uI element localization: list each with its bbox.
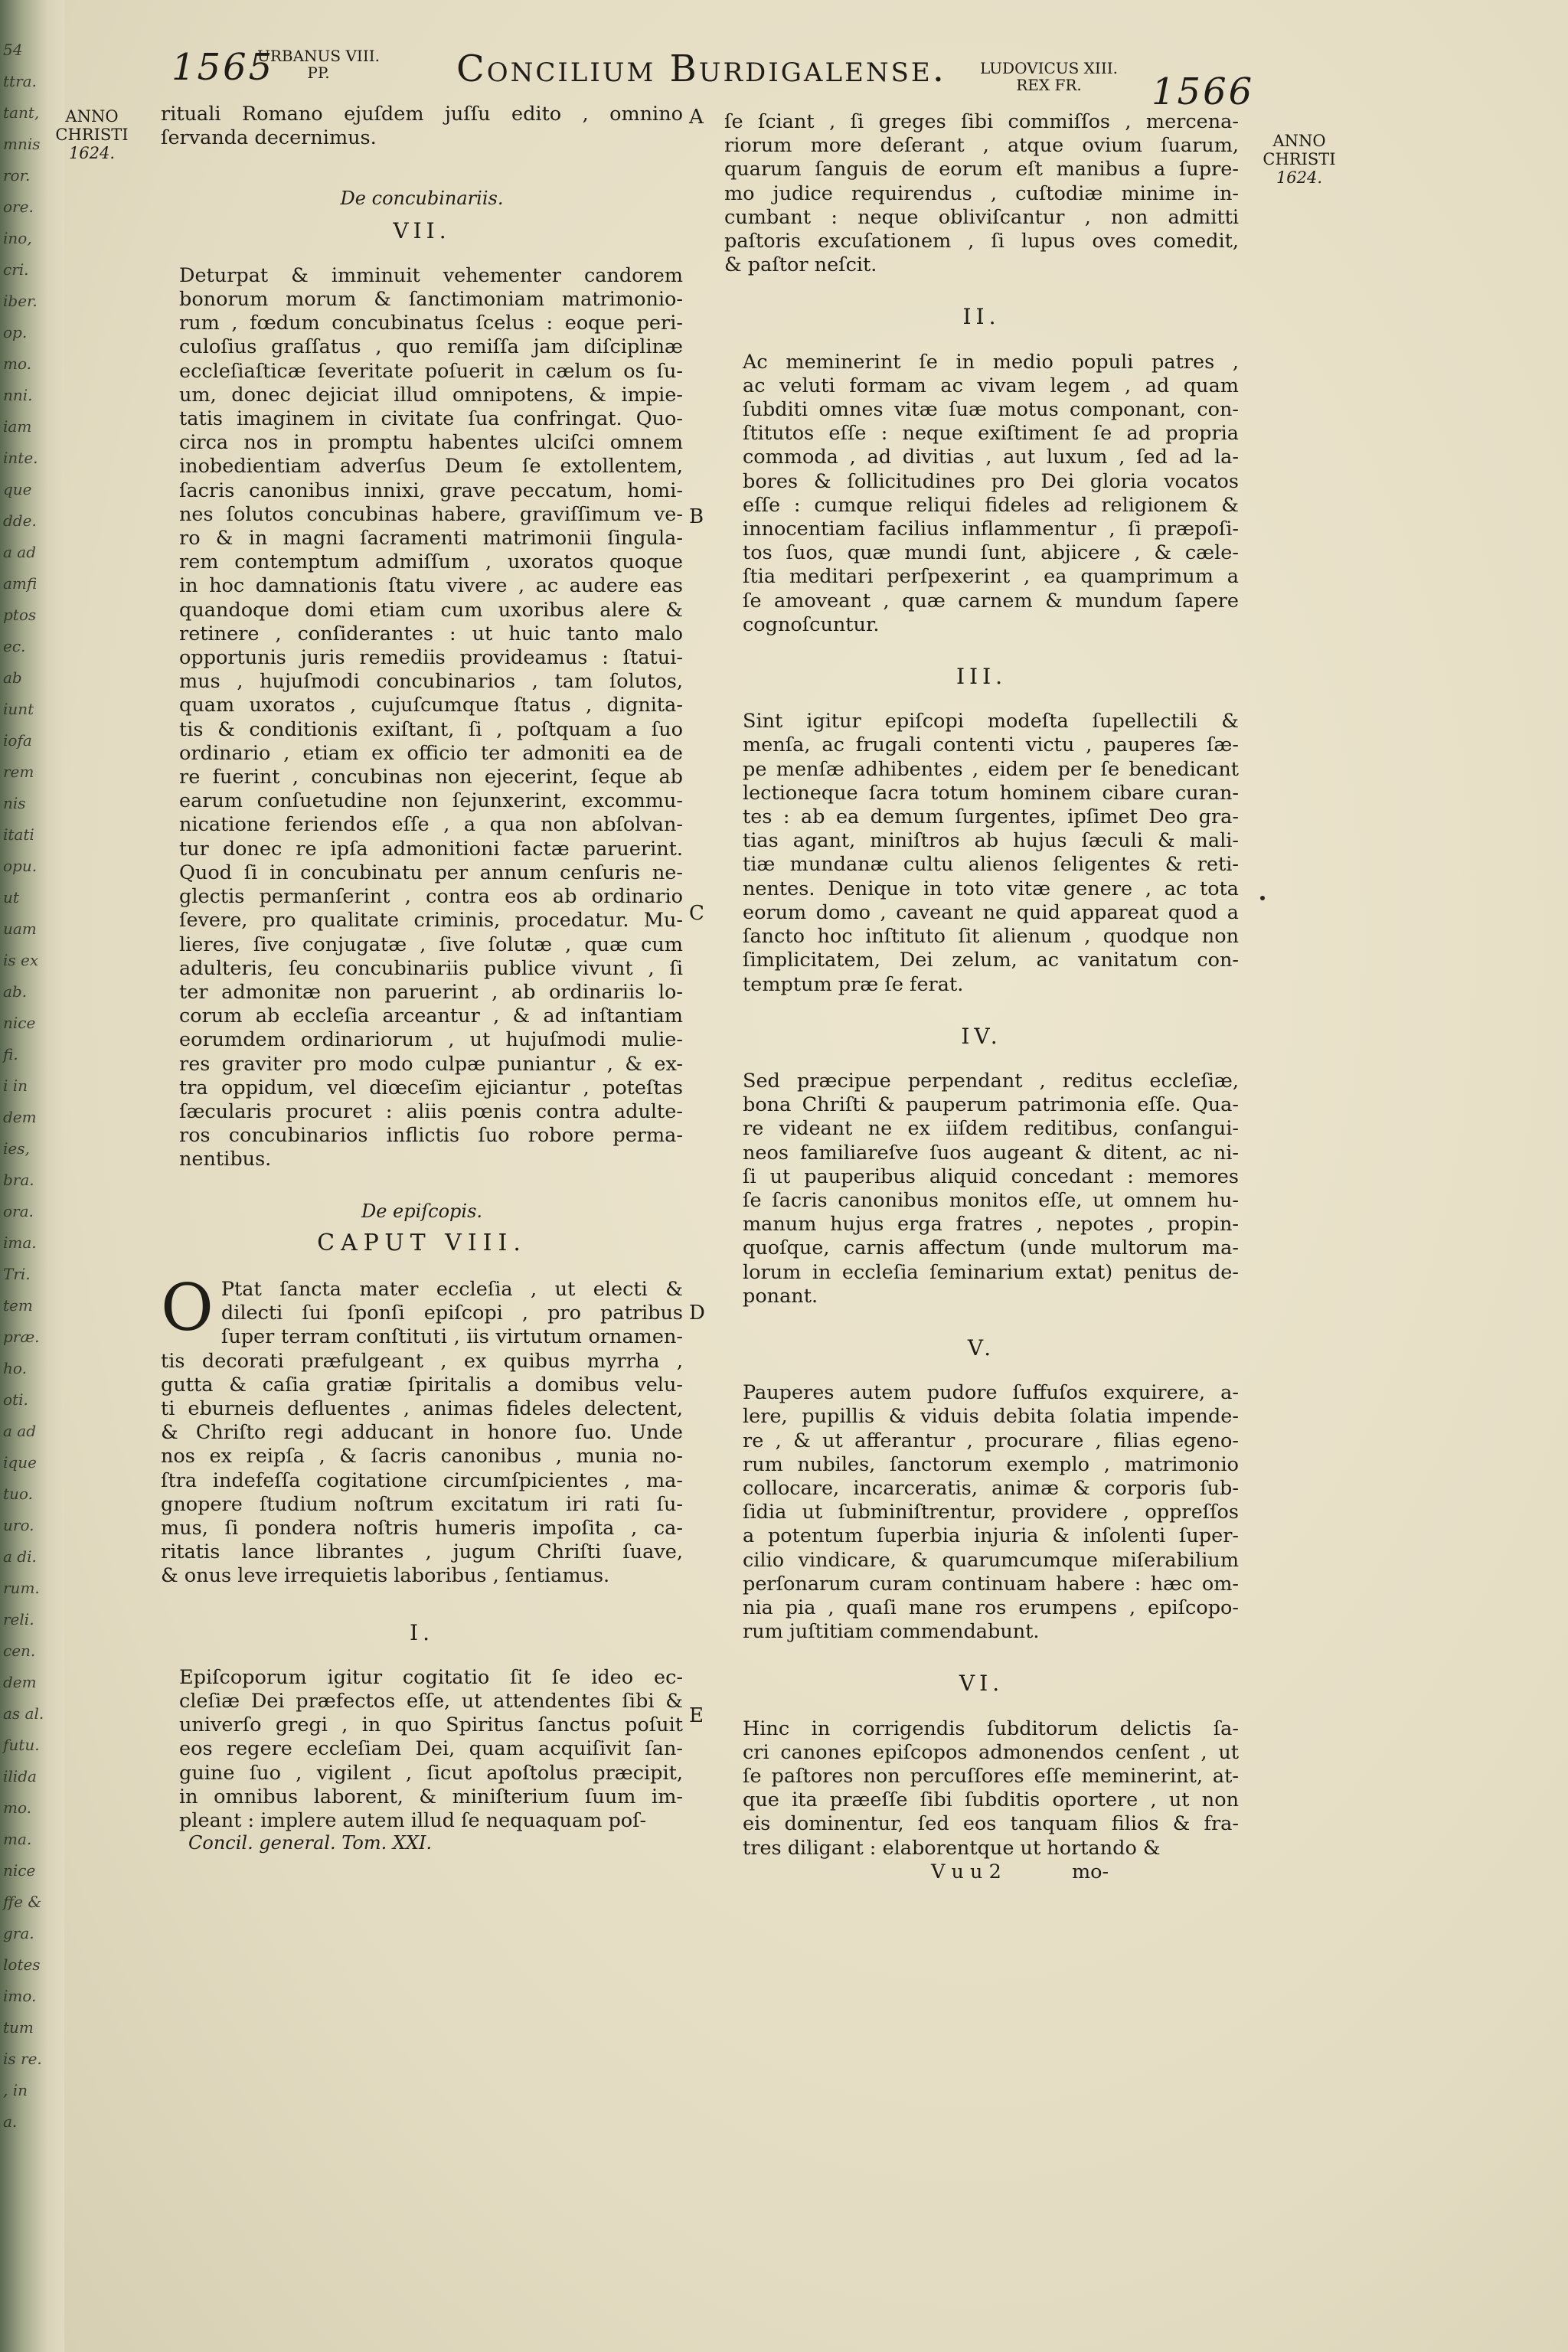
text-line: paſtoris excuſationem , ſi lupus oves comedit, — [724, 230, 1239, 253]
subsection-i-text — [161, 1666, 683, 1833]
text-line: pleant : implere autem illud ſe nequaquam poſ- — [179, 1809, 647, 1832]
text-line: retinere , conſiderantes : ut huic tanto malo — [179, 622, 683, 645]
spine-text-fragment: ec. — [3, 637, 26, 655]
text-line: gutta & caſia gratiæ ſpiritalis a domibus velu- — [161, 1373, 683, 1396]
spine-text-fragment: ffe & — [3, 1893, 42, 1911]
text-line: adulteris, ſeu concubinariis publice vivunt , ſi — [179, 956, 683, 980]
text-line: ſe ſciant , ſi greges ſibi commiſſos , mercena- — [724, 110, 1239, 133]
spine-text-fragment: a ad — [3, 543, 37, 561]
spine-text-fragment: uam — [3, 920, 37, 938]
text-line: nentes. Denique in toto vitæ genere , ac tota — [743, 877, 1239, 900]
spine-text-fragment: ut — [3, 888, 19, 906]
text-line: pe menſæ adhibentes , eidem per ſe benedicant — [743, 757, 1239, 781]
text-line: gnopere ſtudium noſtrum excitatum iri rati ſu- — [161, 1492, 683, 1516]
text-line: ſe amoveant , quæ carnem & mundum ſapere — [743, 589, 1239, 612]
spine-text-fragment: ttra. — [3, 72, 37, 90]
spine-text-fragment: ab — [3, 668, 22, 687]
spine-text-fragment: imo. — [3, 1987, 37, 2005]
margin-letter-b: B — [689, 505, 704, 528]
text-line: nicatione feriendos eſſe , a qua non abſolvan- — [179, 813, 683, 837]
text-line: tur donec re ipſa admonitioni factæ paruerint. — [179, 837, 683, 861]
text-line: eorumdem ordinariorum , ut hujuſmodi mulie- — [179, 1028, 683, 1052]
text-line: a potentum ſuperbia injuria & inſolenti ſuper- — [743, 1524, 1239, 1548]
text-line: Sed præcipue perpendant , reditus eccleſiæ, — [743, 1069, 1239, 1093]
text-line: cri canones epiſcopos admonendos cenſent , ut — [743, 1740, 1239, 1764]
text-line: ſimplicitatem, Dei zelum, ac vanitatum con- — [743, 949, 1239, 972]
right-intro-text — [724, 110, 1239, 277]
text-line: culoſius graſſatus , quo remiſſa jam diſciplinæ — [179, 335, 683, 359]
subsection-ii-text — [724, 351, 1239, 637]
text-line: tiæ mundanæ cultu alienos ſeligentes & reti- — [743, 853, 1239, 877]
signature-footer — [724, 1860, 1239, 1885]
text-line: res graviter pro modo culpæ puniantur , & ex- — [179, 1052, 683, 1076]
spine-text-fragment: a. — [3, 2112, 18, 2131]
text-line: mus, ſi pondera noſtris humeris impoſita , ca- — [161, 1516, 683, 1540]
spine-text-fragment: ino, — [3, 229, 32, 247]
pope-name: URBANUS VIII. — [257, 47, 380, 65]
text-line: Deturpat & imminuit vehementer candorem — [179, 263, 683, 287]
text-line: univerſo gregi , in quo Spiritus ſanctus poſuit — [179, 1713, 683, 1737]
spine-text-fragment: que — [3, 480, 32, 498]
text-line: ſtra indefeſſa cogitatione circumſpicientes , ma- — [161, 1468, 683, 1492]
text-line: circa nos in promptu habentes ulciſci omnem — [179, 431, 683, 455]
right-column — [724, 110, 1239, 1885]
spine-text-fragment: as al. — [3, 1704, 44, 1723]
text-line: & paſtor neſcit. — [724, 253, 877, 277]
spine-text-fragment: iofa — [3, 731, 32, 750]
text-line: rum , fœdum concubinatus ſcelus : eoque peri- — [179, 312, 683, 335]
text-line: lere, pupillis & viduis debita ſolatia impende- — [743, 1405, 1239, 1429]
spine-text-fragment: ho. — [3, 1359, 27, 1377]
anno-word: ANNO — [65, 107, 119, 126]
spine-text-fragment: cen. — [3, 1642, 36, 1660]
text-line: eorum domo , caveant ne quid appareat quod a — [743, 900, 1239, 924]
spine-text-fragment: mo. — [3, 354, 32, 373]
subsection-v-text — [724, 1381, 1239, 1644]
spine-text-fragment: is re. — [3, 2050, 42, 2068]
subsection-iv-number: IV. — [961, 1023, 1002, 1049]
text-line: ro & in magni ſacramenti matrimonii ſingula- — [179, 527, 683, 550]
chapter-viii-title: De epiſcopis. — [361, 1200, 483, 1222]
subsection-vi-text — [724, 1717, 1239, 1860]
spine-text-fragment: itati — [3, 825, 34, 844]
spine-text-fragment: ror. — [3, 166, 31, 185]
text-line: menſa, ac frugali contenti victu , pauperes ſæ- — [743, 733, 1239, 757]
text-line: lorum in eccleſia ſeminarium extat) penitus de- — [743, 1260, 1239, 1284]
text-line: Sint igitur epiſcopi modeſta ſupellectili & — [743, 710, 1239, 733]
subsection-vi-number: VI. — [959, 1671, 1004, 1697]
spine-text-fragment: i in — [3, 1076, 28, 1095]
king-running-head — [980, 60, 1118, 93]
spine-text-fragment: ima. — [3, 1233, 37, 1252]
signature-mark: V u u 2 — [931, 1860, 1001, 1883]
text-line: nos ex reipſa , & ſacris canonibus , munia no- — [161, 1445, 683, 1468]
subsection-ii-number: II. — [962, 304, 1001, 330]
spine-text-fragment: fi. — [3, 1045, 18, 1063]
chapter-viii-text — [161, 1269, 683, 1589]
left-intro-text — [161, 103, 683, 150]
spine-text-fragment: ma. — [3, 1830, 32, 1848]
text-line: bona Chriſti & pauperum patrimonia eſſe. Qua- — [743, 1093, 1239, 1117]
spine-text-fragment: ptos — [3, 606, 37, 624]
king-title: REX FR. — [1016, 76, 1082, 94]
spine-text-fragment: inte. — [3, 449, 38, 467]
text-line: ſacris canonibus innixi, grave peccatum, homi- — [179, 479, 683, 502]
anno-marker-left — [46, 107, 138, 162]
book-spine-margin — [0, 0, 69, 2352]
text-line: re fuerint , concubinas non ejecerint, ſeque ab — [179, 766, 683, 789]
signature-line: Concil. general. Tom. XXI. — [188, 1832, 433, 1854]
text-line: tatis imaginem in civitate ſua confringat. Quo- — [179, 407, 683, 431]
text-line: mus , hujuſmodi concubinarios , tam ſolutos, — [179, 670, 683, 694]
text-line: um, donec dejiciat illud omnipotens, & impie- — [179, 383, 683, 407]
spine-text-fragment: amfi — [3, 574, 38, 593]
text-line: rem contemptum admiſſum , uxoratos quoque — [179, 550, 683, 574]
spine-text-fragment: dde. — [3, 511, 37, 530]
text-line: ſtia meditari perſpexerint , ea quamprimum a — [743, 565, 1239, 589]
spine-text-fragment: oti. — [3, 1390, 28, 1409]
spine-text-fragment: mnis — [3, 135, 41, 153]
spine-text-fragment: op. — [3, 323, 28, 341]
text-line: eſſe : cumque reliqui fideles ad religionem & — [743, 493, 1239, 517]
margin-letter-d: D — [689, 1302, 705, 1325]
spine-text-fragment: iber. — [3, 292, 38, 310]
text-line: ſevere, pro qualitate criminis, procedatur. Mu- — [179, 909, 683, 933]
text-line: guine ſuo , vigilent , ſicut apoſtolus præcipit, — [179, 1761, 683, 1785]
text-line: ac veluti formam ac vivam legem , ad quam — [743, 374, 1239, 397]
text-line: glectis permanſerint , contra eos ab ordinario — [179, 885, 683, 909]
spine-text-fragment: cri. — [3, 260, 29, 279]
page-number-right: 1566 — [1152, 70, 1255, 113]
text-line: re , & ut afferantur , procurare , filias egeno- — [743, 1429, 1239, 1452]
text-line: neos familiareſve ſuos augeant & ditent, ac ni- — [743, 1141, 1239, 1165]
subsection-i-number: I. — [410, 1619, 434, 1645]
margin-letter-a: A — [689, 106, 704, 129]
spine-text-fragment: uro. — [3, 1516, 34, 1534]
spine-text-fragment: tant, — [3, 103, 40, 122]
subsection-iv-text — [724, 1070, 1239, 1308]
text-line: que ita præeſſe ſibi ſubditis oportere , ut non — [743, 1788, 1239, 1812]
text-line: re videant ne ex iiſdem reditibus, conſangui- — [743, 1117, 1239, 1141]
christi-word: CHRISTI — [55, 126, 129, 144]
christi-word: CHRISTI — [1263, 150, 1336, 168]
text-line: ſæcularis procuret : aliis pœnis contra adulte- — [179, 1099, 683, 1123]
page-number-left: 1565 — [172, 46, 275, 89]
text-line: bores & ſollicitudines pro Dei gloria vocatos — [743, 469, 1239, 493]
text-line: cilio vindicare, & quarumcumque miſerabilium — [743, 1548, 1239, 1572]
text-line: & Chriſto regi adducant in honore ſuo. Unde — [161, 1421, 683, 1445]
text-line: Ac meminerint ſe in medio populi patres , — [743, 350, 1239, 374]
text-line: bonorum morum & ſanctimoniam matrimonio- — [179, 288, 683, 312]
book-page — [55, 0, 1568, 2352]
text-line: nentibus. — [179, 1148, 272, 1171]
pope-title: PP. — [307, 64, 330, 82]
text-line: ſervanda decernimus. — [161, 126, 377, 150]
spine-text-fragment: nice — [3, 1014, 36, 1032]
section-vii-number: VII. — [393, 217, 451, 243]
text-line: tes : ab ea demum ſurgentes, ipſimet Deo gra- — [743, 805, 1239, 829]
text-line: ordinario , etiam ex officio ter admoniti ea de — [179, 741, 683, 765]
text-line: corum ab eccleſia arceantur , & ad inſtantiam — [179, 1004, 683, 1028]
subsection-v-number: V. — [967, 1334, 996, 1361]
text-line: ſe paſtores non percuſſores eſſe meminerint, at- — [743, 1764, 1239, 1788]
spine-text-fragment: gra. — [3, 1924, 34, 1942]
spine-text-fragment: futu. — [3, 1736, 40, 1754]
spine-text-fragment: ore. — [3, 198, 34, 216]
text-line: ſe ſacris canonibus monitos eſſe, ut omnem hu- — [743, 1188, 1239, 1212]
chapter-viii-lines — [161, 1269, 683, 1589]
spine-text-fragment: ora. — [3, 1202, 34, 1220]
text-line: in omnibus laborent, & miniſterium ſuum im- — [179, 1785, 683, 1808]
subsection-iii-number: III. — [956, 664, 1008, 690]
text-line: tis decorati præfulgeant , ex quibus myrrha , — [161, 1349, 683, 1373]
spine-text-fragment: reli. — [3, 1610, 34, 1628]
catchword: mo- — [1072, 1860, 1109, 1883]
spine-text-fragment: tem — [3, 1296, 33, 1315]
text-line: cumbant : neque obliviſcantur , non admitti — [724, 205, 1239, 229]
text-line: ponant. — [743, 1284, 818, 1308]
text-line: collocare, incarceratis, animæ & corporis ſub- — [743, 1476, 1239, 1500]
section-vii-text — [161, 264, 683, 1172]
spine-text-fragment: ies, — [3, 1139, 30, 1158]
left-column — [161, 103, 683, 1855]
text-line: Pauperes autem pudore ſuffuſos exquirere, a- — [743, 1381, 1239, 1405]
text-line: ritatis lance librantes , jugum Chriſti ſuave, — [161, 1540, 683, 1564]
text-line: earum conſuetudine non ſejunxerint, excommu- — [179, 789, 683, 813]
spine-text-fragment: rem — [3, 763, 34, 781]
text-line: ros concubinarios inflictis ſuo robore perma- — [179, 1124, 683, 1148]
subsection-iii-text — [724, 710, 1239, 996]
text-line: commoda , ad divitias , aut luxum , ſed ad la- — [743, 446, 1239, 469]
text-line: tra oppidum, vel diœceſim ejiciantur , poteſtas — [179, 1076, 683, 1099]
margin-letter-e: E — [689, 1704, 704, 1727]
text-line: lectioneque ſacra totum hominem cibare curan- — [743, 781, 1239, 805]
ink-dot — [1260, 896, 1265, 900]
text-line: manum hujus erga fratres , nepotes , propin- — [743, 1213, 1239, 1236]
anno-year: 1624. — [1276, 168, 1323, 187]
text-line: ſancto hoc inſtituto ſit alienum , quodque non — [743, 925, 1239, 949]
anno-word: ANNO — [1272, 132, 1326, 150]
anno-marker-right — [1250, 132, 1349, 187]
spine-text-fragment: mo. — [3, 1798, 32, 1817]
text-line: ſi ut pauperibus aliquid concedant : memores — [743, 1165, 1239, 1188]
text-line: temptum præ ſe ferat. — [743, 972, 964, 996]
spine-text-fragment: dem — [3, 1108, 37, 1126]
spine-text-fragment: is ex — [3, 951, 39, 969]
spine-text-fragment: nice — [3, 1861, 36, 1880]
text-line: eos regere eccleſiam Dei, quam acquiſivit ſan- — [179, 1737, 683, 1761]
text-line: rum juſtitiam commendabunt. — [743, 1620, 1040, 1644]
text-line: rituali Romano ejuſdem juſſu edito , omnino — [161, 103, 683, 126]
spine-text-fragment: iunt — [3, 700, 34, 718]
text-line: quoſque, carnis affectum (unde multorum ma- — [743, 1236, 1239, 1260]
text-line: ti eburneis defluentes , animas fideles delectent, — [161, 1396, 683, 1420]
text-line: ſidia ut ſubminiſtrentur, providere , oppreſſos — [743, 1501, 1239, 1524]
text-line: rum nubiles, ſanctorum exemplo , matrimonio — [743, 1452, 1239, 1476]
spine-text-fragment: , in — [3, 2081, 28, 2099]
spine-text-fragment: nis — [3, 794, 26, 812]
text-line: eccleſiaſticæ ſeveritate poſuerit in cælum os ſu- — [179, 359, 683, 383]
spine-text-fragment: a di. — [3, 1547, 37, 1566]
text-line: tias agant, miniſtros ab hujus ſæculi & mali- — [743, 829, 1239, 853]
anno-year: 1624. — [68, 144, 116, 162]
text-line: ſtitutos eſſe : neque exiſtiment ſe ad propria — [743, 422, 1239, 446]
spine-text-fragment: tuo. — [3, 1485, 33, 1503]
spine-text-fragment: bra. — [3, 1171, 34, 1189]
spine-text-fragment: præ. — [3, 1328, 40, 1346]
text-line: tos ſuos, quæ mundi ſunt, abjicere , & cæle- — [743, 541, 1239, 565]
text-line: ſuper terram conſtituti , iis virtutum ornamen- — [220, 1325, 683, 1349]
text-line: tres diligant : elaborentque ut hortando & — [743, 1836, 1161, 1860]
text-line: ſubditi omnes vitæ ſuæ motus componant, con- — [743, 398, 1239, 422]
spine-text-fragment: ique — [3, 1453, 37, 1472]
text-line: innocentiam facilius inflammentur , ſi præpoſi- — [743, 518, 1239, 541]
spine-text-fragment: nni. — [3, 386, 33, 404]
text-line: in hoc damnationis ſtatu vivere , ac audere eas — [179, 574, 683, 598]
spine-text-fragment: 54 — [3, 41, 23, 59]
spine-text-fragment: ilida — [3, 1767, 37, 1785]
section-vii-title: De concubinariis. — [340, 188, 504, 210]
text-line: Epiſcoporum igitur cogitatio ſit ſe ideo ec- — [179, 1665, 683, 1689]
text-line: inobedientiam adverſus Deum ſe extollentem, — [179, 455, 683, 479]
text-line: nia pia , quaſi mane ros erumpens , epiſcopo- — [743, 1596, 1239, 1619]
text-line: cleſiæ Dei præfectos eſſe, ut attendentes ſibi & — [179, 1689, 683, 1713]
drop-capital: O — [161, 1269, 214, 1345]
text-line: cognoſcuntur. — [743, 612, 880, 636]
text-line: eis dominentur, ſed eos tanquam filios & fra- — [743, 1812, 1239, 1836]
text-line: mo judice requirendus , cuſtodiæ minime in- — [724, 181, 1239, 205]
text-line: opportunis juris remediis provideamus : ſtatui- — [179, 646, 683, 670]
text-line: ter admonitæ non paruerint , ab ordinariis lo- — [179, 980, 683, 1004]
text-line: dilecti ſui ſponſi epiſcopi , pro patribus — [220, 1302, 683, 1325]
text-line: lieres, ſive conjugatæ , ſive ſolutæ , quæ cum — [179, 933, 683, 956]
text-line: quarum ſanguis de eorum eſt manibus a ſupre- — [724, 158, 1239, 181]
text-line: & onus leve irrequietis laboribus , ſentiamus. — [161, 1564, 610, 1588]
text-line: Quod ſi in concubinatu per annum cenſuris ne- — [179, 861, 683, 884]
king-name: LUDOVICUS XIII. — [980, 59, 1118, 77]
spine-text-fragment: opu. — [3, 857, 38, 875]
chapter-viii-number: CAPUT VIII. — [317, 1229, 527, 1256]
text-line: Hinc in corrigendis ſubditorum delictis ſa- — [743, 1717, 1239, 1740]
text-line: tis & conditionis exiſtant, ſi , poſtquam a ſuo — [179, 717, 683, 741]
spine-text-fragment: iam — [3, 417, 32, 436]
spine-text-fragment: lotes — [3, 1955, 41, 1974]
page-title: Concilium Burdigalense. — [456, 47, 946, 90]
text-line: Ptat ſancta mater eccleſia , ut electi & — [220, 1277, 683, 1301]
text-line: quam uxoratos , cujuſcumque ſtatus , dignita- — [179, 694, 683, 717]
text-line: quandoque domi etiam cum uxoribus alere & — [179, 598, 683, 622]
text-line: perſonarum curam continuam habere : hæc om- — [743, 1572, 1239, 1596]
spine-text-fragment: Tri. — [3, 1265, 31, 1283]
pope-running-head — [257, 47, 380, 81]
spine-text-fragment: a ad — [3, 1422, 37, 1440]
spine-text-fragment: dem — [3, 1673, 37, 1691]
text-line: riorum more deſerant , atque ovium ſuarum, — [724, 134, 1239, 158]
spine-text-fragment: rum. — [3, 1579, 40, 1597]
text-line: nes ſolutos concubinas habere, graviſſimum ve- — [179, 502, 683, 526]
margin-letter-c: C — [689, 902, 704, 925]
spine-text-fragment: ab. — [3, 982, 28, 1001]
spine-text-fragment: tum — [3, 2018, 34, 2037]
